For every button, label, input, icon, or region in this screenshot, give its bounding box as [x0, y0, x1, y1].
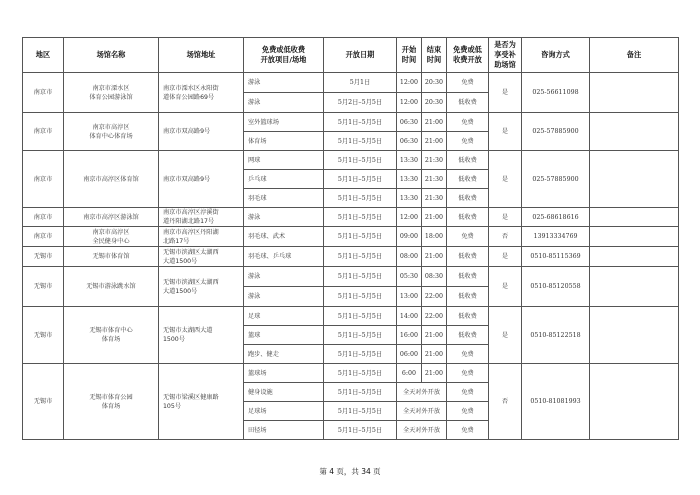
subsidy-cell: 否 — [489, 227, 522, 247]
open-time-cell: 全天对外开放 — [397, 383, 447, 402]
header-notes: 备注 — [590, 38, 679, 73]
open-date-cell: 5月1日–5月5日 — [324, 151, 397, 170]
fee-type-cell: 低收费 — [447, 307, 489, 326]
contact-cell: 025-57885900 — [522, 151, 590, 208]
end-time-cell: 21:30 — [422, 170, 447, 189]
region-cell: 南京市 — [23, 208, 64, 227]
end-time-cell: 22:00 — [422, 287, 447, 307]
start-time-cell: 6:00 — [397, 364, 422, 383]
start-time-cell: 06:30 — [397, 113, 422, 132]
venue-name-cell: 南京市高淳区游泳馆 — [64, 208, 159, 227]
open-item-cell: 网球 — [244, 151, 324, 170]
header-subsidy: 是否为 享受补 助场馆 — [489, 38, 522, 73]
header-start: 开始 时间 — [397, 38, 422, 73]
start-time-cell: 16:00 — [397, 326, 422, 345]
header-fee: 免费或低 收费开放 — [447, 38, 489, 73]
start-time-cell: 12:00 — [397, 208, 422, 227]
table-row — [23, 113, 679, 132]
venue-address-cell: 南京市溧水区永阳街 道体育公园路69号 — [159, 73, 244, 113]
open-date-cell: 5月1日–5月5日 — [324, 364, 397, 383]
notes-cell — [590, 267, 679, 307]
table-body — [23, 73, 679, 440]
venue-name-cell: 南京市高淳区 全民健身中心 — [64, 227, 159, 247]
header-end: 结束 时间 — [422, 38, 447, 73]
table-row — [23, 151, 679, 170]
venue-table — [22, 37, 679, 440]
region-cell: 南京市 — [23, 151, 64, 208]
notes-cell — [590, 151, 679, 208]
end-time-cell: 21:30 — [422, 189, 447, 208]
venue-address-cell: 无锡市滨湖区太湖西 大道1500号 — [159, 267, 244, 307]
contact-cell: 025-57885900 — [522, 113, 590, 151]
start-time-cell: 09:00 — [397, 227, 422, 247]
notes-cell — [590, 307, 679, 364]
open-date-cell: 5月1日–5月5日 — [324, 421, 397, 440]
start-time-cell: 08:00 — [397, 247, 422, 267]
subsidy-cell: 是 — [489, 307, 522, 364]
header-date: 开放日期 — [324, 38, 397, 73]
table-row — [23, 208, 679, 227]
region-cell: 无锡市 — [23, 364, 64, 440]
subsidy-cell: 是 — [489, 247, 522, 267]
end-time-cell: 21:00 — [422, 364, 447, 383]
notes-cell — [590, 73, 679, 113]
fee-type-cell: 免费 — [447, 227, 489, 247]
open-item-cell: 游泳 — [244, 93, 324, 113]
region-cell: 无锡市 — [23, 267, 64, 307]
contact-cell: 0510-85115369 — [522, 247, 590, 267]
open-date-cell: 5月1日–5月5日 — [324, 170, 397, 189]
fee-type-cell: 低收费 — [447, 189, 489, 208]
venue-address-cell: 南京市双高路9号 — [159, 151, 244, 208]
open-item-cell: 篮球场 — [244, 364, 324, 383]
venue-address-cell: 南京市双高路9号 — [159, 113, 244, 151]
open-item-cell: 室外篮球场 — [244, 113, 324, 132]
contact-cell: 0510-85122518 — [522, 307, 590, 364]
open-item-cell: 跑步、健走 — [244, 345, 324, 364]
open-date-cell: 5月1日–5月5日 — [324, 113, 397, 132]
fee-type-cell: 低收费 — [447, 170, 489, 189]
table-row — [23, 73, 679, 93]
end-time-cell: 22:00 — [422, 307, 447, 326]
table-row — [23, 247, 679, 267]
end-time-cell: 21:00 — [422, 247, 447, 267]
subsidy-cell: 否 — [489, 364, 522, 440]
fee-type-cell: 免费 — [447, 421, 489, 440]
open-date-cell: 5月1日–5月5日 — [324, 208, 397, 227]
subsidy-cell: 是 — [489, 73, 522, 113]
notes-cell — [590, 113, 679, 151]
start-time-cell: 05:30 — [397, 267, 422, 287]
open-item-cell: 羽毛球 — [244, 189, 324, 208]
venue-name-cell: 南京市高淳区 体育中心体育场 — [64, 113, 159, 151]
open-item-cell: 足球 — [244, 307, 324, 326]
venue-table-sheet — [22, 37, 678, 440]
notes-cell — [590, 247, 679, 267]
end-time-cell: 21:30 — [422, 151, 447, 170]
fee-type-cell: 免费 — [447, 132, 489, 151]
end-time-cell: 18:00 — [422, 227, 447, 247]
region-cell: 南京市 — [23, 73, 64, 113]
table-header-row — [23, 38, 679, 73]
end-time-cell: 08:30 — [422, 267, 447, 287]
region-cell: 无锡市 — [23, 247, 64, 267]
notes-cell — [590, 227, 679, 247]
open-item-cell: 足球场 — [244, 402, 324, 421]
fee-type-cell: 免费 — [447, 364, 489, 383]
open-item-cell: 游泳 — [244, 73, 324, 93]
open-item-cell: 体育场 — [244, 132, 324, 151]
notes-cell — [590, 364, 679, 440]
venue-address-cell: 南京市高淳区淳溪街 道丹阳湖北路17号 — [159, 208, 244, 227]
venue-name-cell: 无锡市体育中心 体育场 — [64, 307, 159, 364]
venue-name-cell: 南京市高淳区体育馆 — [64, 151, 159, 208]
fee-type-cell: 免费 — [447, 402, 489, 421]
open-item-cell: 篮球 — [244, 326, 324, 345]
open-date-cell: 5月1日–5月5日 — [324, 132, 397, 151]
open-item-cell: 游泳 — [244, 267, 324, 287]
venue-name-cell: 无锡市游泳跳水馆 — [64, 267, 159, 307]
end-time-cell: 21:00 — [422, 326, 447, 345]
open-date-cell: 5月1日–5月5日 — [324, 287, 397, 307]
venue-address-cell: 无锡市太湖西大道 1500号 — [159, 307, 244, 364]
fee-type-cell: 低收费 — [447, 208, 489, 227]
open-date-cell: 5月1日–5月5日 — [324, 383, 397, 402]
venue-name-cell: 南京市溧水区 体育公园游泳馆 — [64, 73, 159, 113]
fee-type-cell: 免费 — [447, 73, 489, 93]
start-time-cell: 13:00 — [397, 287, 422, 307]
fee-type-cell: 低收费 — [447, 151, 489, 170]
venue-address-cell: 无锡市滨湖区太湖西 大道1500号 — [159, 247, 244, 267]
open-item-cell: 羽毛球、武术 — [244, 227, 324, 247]
open-item-cell: 乒乓球 — [244, 170, 324, 189]
contact-cell: 0510-85120558 — [522, 267, 590, 307]
fee-type-cell: 免费 — [447, 383, 489, 402]
fee-type-cell: 免费 — [447, 113, 489, 132]
header-items: 免费或低收费 开放项目/场地 — [244, 38, 324, 73]
header-region: 地区 — [23, 38, 64, 73]
end-time-cell: 21:00 — [422, 113, 447, 132]
open-date-cell: 5月1日–5月5日 — [324, 307, 397, 326]
open-date-cell: 5月1日–5月5日 — [324, 227, 397, 247]
subsidy-cell: 是 — [489, 151, 522, 208]
region-cell: 南京市 — [23, 113, 64, 151]
open-item-cell: 田径场 — [244, 421, 324, 440]
table-row — [23, 307, 679, 326]
fee-type-cell: 低收费 — [447, 93, 489, 113]
contact-cell: 025-68618616 — [522, 208, 590, 227]
start-time-cell: 13:30 — [397, 151, 422, 170]
table-row — [23, 364, 679, 383]
open-date-cell: 5月1日–5月5日 — [324, 189, 397, 208]
venue-address-cell: 无锡市梁溪区健康路 105号 — [159, 364, 244, 440]
open-item-cell: 游泳 — [244, 208, 324, 227]
fee-type-cell: 免费 — [447, 345, 489, 364]
open-date-cell: 5月2日–5月5日 — [324, 93, 397, 113]
subsidy-cell: 是 — [489, 267, 522, 307]
header-address: 场馆地址 — [159, 38, 244, 73]
notes-cell — [590, 208, 679, 227]
fee-type-cell: 低收费 — [447, 267, 489, 287]
end-time-cell: 20:30 — [422, 73, 447, 93]
region-cell: 南京市 — [23, 227, 64, 247]
fee-type-cell: 低收费 — [447, 326, 489, 345]
subsidy-cell: 是 — [489, 208, 522, 227]
open-date-cell: 5月1日–5月5日 — [324, 345, 397, 364]
header-venue: 场馆名称 — [64, 38, 159, 73]
table-row — [23, 227, 679, 247]
start-time-cell: 13:30 — [397, 189, 422, 208]
end-time-cell: 21:00 — [422, 132, 447, 151]
start-time-cell: 12:00 — [397, 93, 422, 113]
table-row — [23, 267, 679, 287]
region-cell: 无锡市 — [23, 307, 64, 364]
page-footer: 第 4 页，共 34 页 — [319, 467, 381, 476]
start-time-cell: 14:00 — [397, 307, 422, 326]
venue-name-cell: 无锡市体育公园 体育场 — [64, 364, 159, 440]
end-time-cell: 21:00 — [422, 345, 447, 364]
open-item-cell: 游泳 — [244, 287, 324, 307]
open-time-cell: 全天对外开放 — [397, 402, 447, 421]
venue-name-cell: 无锡市体育馆 — [64, 247, 159, 267]
open-item-cell: 健身设施 — [244, 383, 324, 402]
open-item-cell: 羽毛球、乒乓球 — [244, 247, 324, 267]
header-contact: 咨询方式 — [522, 38, 590, 73]
subsidy-cell: 是 — [489, 113, 522, 151]
open-time-cell: 全天对外开放 — [397, 421, 447, 440]
open-date-cell: 5月1日–5月5日 — [324, 267, 397, 287]
end-time-cell: 20:30 — [422, 93, 447, 113]
end-time-cell: 21:00 — [422, 208, 447, 227]
start-time-cell: 12:00 — [397, 73, 422, 93]
open-date-cell: 5月1日–5月5日 — [324, 247, 397, 267]
open-date-cell: 5月1日 — [324, 73, 397, 93]
fee-type-cell: 低收费 — [447, 287, 489, 307]
open-date-cell: 5月1日–5月5日 — [324, 326, 397, 345]
venue-address-cell: 南京市高淳区丹阳湖 北路17号 — [159, 227, 244, 247]
start-time-cell: 06:30 — [397, 132, 422, 151]
fee-type-cell: 低收费 — [447, 247, 489, 267]
start-time-cell: 06:00 — [397, 345, 422, 364]
start-time-cell: 13:30 — [397, 170, 422, 189]
contact-cell: 025-56611098 — [522, 73, 590, 113]
contact-cell: 13913334769 — [522, 227, 590, 247]
open-date-cell: 5月1日–5月5日 — [324, 402, 397, 421]
contact-cell: 0510-81081993 — [522, 364, 590, 440]
